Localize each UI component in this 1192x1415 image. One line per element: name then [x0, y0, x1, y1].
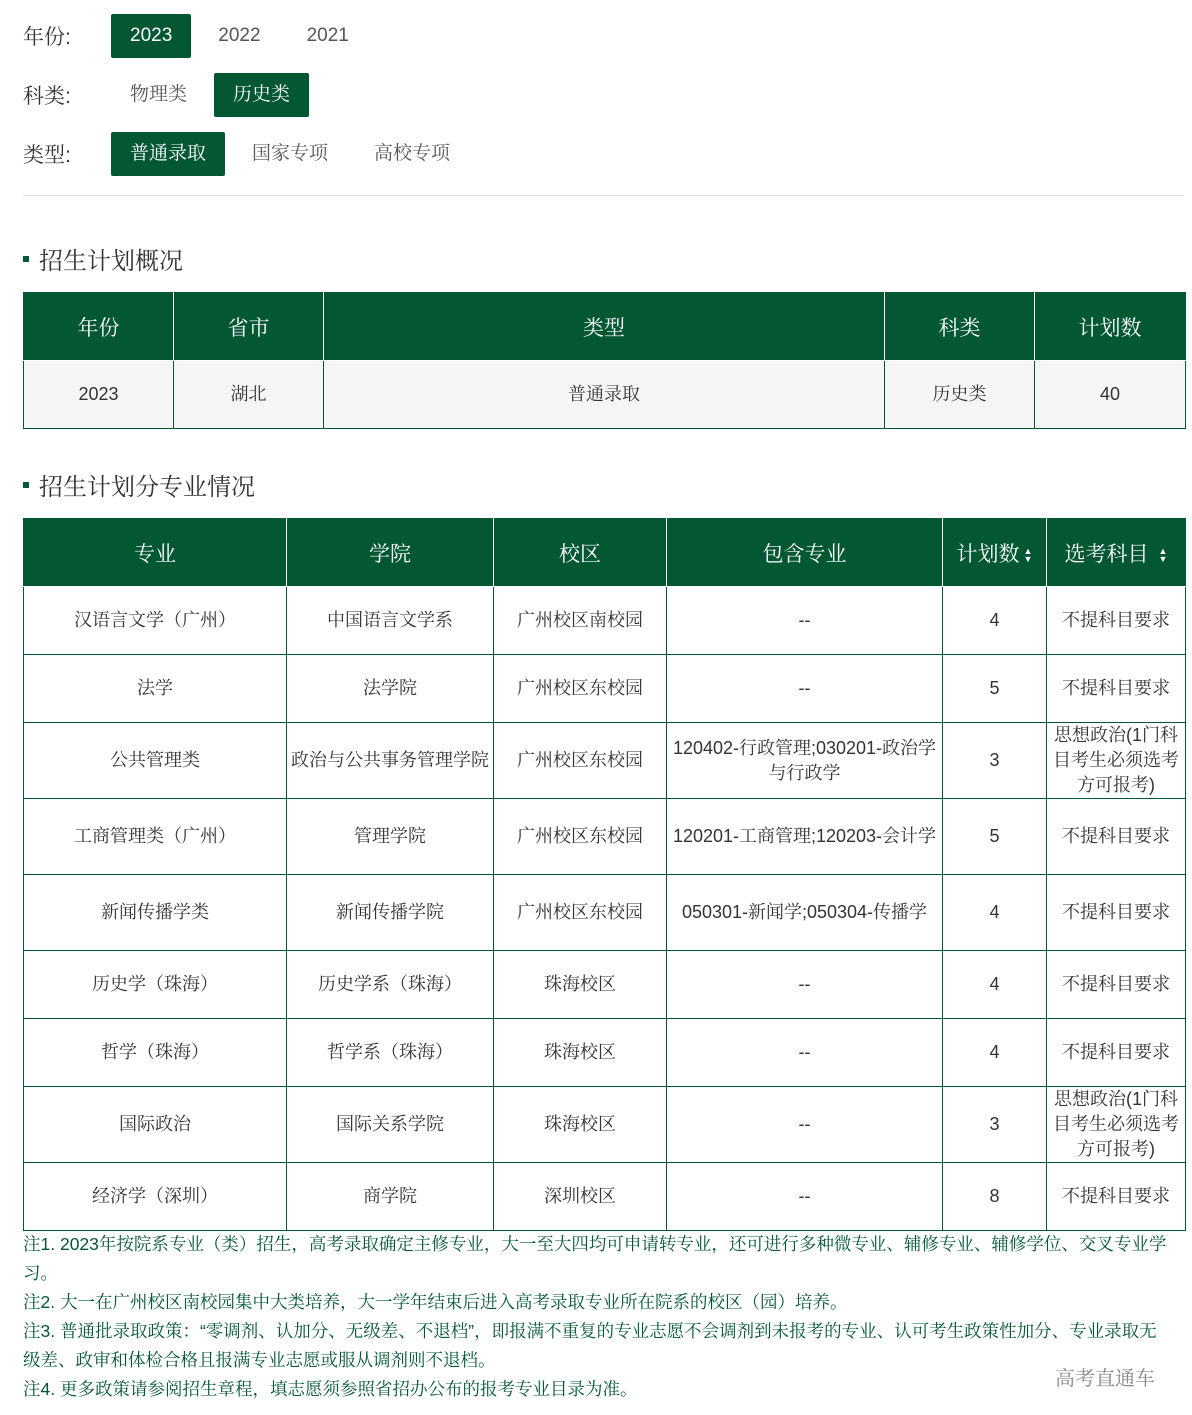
majors-cell-subjects: 不提科目要求 — [1047, 875, 1186, 951]
majors-cell-college: 新闻传播学院 — [287, 875, 494, 951]
majors-cell-college: 中国语言文学系 — [287, 587, 494, 655]
majors-cell-subjects: 思想政治(1门科目考生必须选考方可报考) — [1047, 1087, 1186, 1163]
watermark: 高考直通车 — [1055, 1368, 1155, 1390]
overview-header-year: 年份 — [24, 293, 174, 361]
overview-header-province: 省市 — [174, 293, 324, 361]
majors-cell-plan: 3 — [943, 723, 1047, 799]
subject-option-history[interactable]: 历史类 — [214, 73, 309, 117]
overview-title-text: 招生计划概况 — [39, 248, 183, 275]
majors-cell-included: -- — [667, 1163, 943, 1231]
overview-header-row — [24, 293, 1186, 361]
majors-cell-campus: 珠海校区 — [494, 951, 667, 1019]
table-row — [24, 587, 1186, 655]
majors-cell-subjects: 思想政治(1门科目考生必须选考方可报考) — [1047, 723, 1186, 799]
majors-cell-campus: 深圳校区 — [494, 1163, 667, 1231]
majors-section-title — [23, 467, 255, 502]
majors-cell-campus: 广州校区东校园 — [494, 723, 667, 799]
year-option-2021[interactable]: 2021 — [306, 25, 349, 46]
notes — [23, 1230, 1173, 1404]
table-row — [24, 799, 1186, 875]
overview-cell-province: 湖北 — [174, 361, 324, 429]
subject-filter — [23, 73, 317, 117]
table-row — [24, 361, 1186, 429]
majors-cell-subjects: 不提科目要求 — [1047, 951, 1186, 1019]
filter-divider — [23, 195, 1184, 196]
note-4: 注4. 更多政策请参阅招生章程，填志愿须参照省招办公布的报考专业目录为准。 — [23, 1379, 638, 1399]
majors-cell-major: 工商管理类（广州） — [24, 799, 287, 875]
year-option-2022[interactable]: 2022 — [218, 25, 261, 46]
table-row — [24, 723, 1186, 799]
majors-cell-subjects: 不提科目要求 — [1047, 587, 1186, 655]
majors-header-row — [24, 519, 1186, 587]
sort-icon[interactable]: ▲ ▼ — [1158, 545, 1168, 564]
majors-cell-college: 历史学系（珠海） — [287, 951, 494, 1019]
type-option-regular[interactable]: 普通录取 — [111, 132, 225, 176]
majors-cell-major: 法学 — [24, 655, 287, 723]
type-option-national[interactable]: 国家专项 — [252, 143, 329, 164]
type-filter — [23, 132, 477, 176]
majors-cell-included: 050301-新闻学;050304-传播学 — [667, 875, 943, 951]
table-row — [24, 951, 1186, 1019]
majors-header-plan-sort[interactable] — [943, 519, 1047, 587]
majors-cell-college: 法学院 — [287, 655, 494, 723]
sort-icon[interactable]: ▲ ▼ — [1023, 545, 1033, 564]
note-1: 注1. 2023年按院系专业（类）招生，高考录取确定主修专业，大一至大四均可申请转专业，还可进行多种微专业、辅修专业、辅修学位、交叉专业学习。 — [23, 1234, 1167, 1283]
overview-header-subject: 科类 — [885, 293, 1035, 361]
majors-header-subjects-sort[interactable] — [1047, 519, 1186, 587]
table-row — [24, 1163, 1186, 1231]
majors-header-included: 包含专业 — [667, 519, 943, 587]
majors-cell-included: 120402-行政管理;030201-政治学与行政学 — [667, 723, 943, 799]
majors-cell-campus: 广州校区东校园 — [494, 799, 667, 875]
subject-filter-label: 科类: — [23, 85, 71, 108]
year-filter-label: 年份: — [23, 26, 71, 49]
overview-cell-type: 普通录取 — [324, 361, 885, 429]
majors-cell-plan: 4 — [943, 1019, 1047, 1087]
majors-cell-plan: 4 — [943, 951, 1047, 1019]
majors-cell-plan: 8 — [943, 1163, 1047, 1231]
section-bullet-icon — [23, 482, 29, 488]
majors-cell-college: 国际关系学院 — [287, 1087, 494, 1163]
majors-cell-included: 120201-工商管理;120203-会计学 — [667, 799, 943, 875]
majors-cell-campus: 珠海校区 — [494, 1019, 667, 1087]
majors-cell-subjects: 不提科目要求 — [1047, 1019, 1186, 1087]
majors-cell-included: -- — [667, 1019, 943, 1087]
majors-cell-major: 公共管理类 — [24, 723, 287, 799]
majors-cell-plan: 5 — [943, 799, 1047, 875]
majors-header-campus: 校区 — [494, 519, 667, 587]
subject-option-physics[interactable]: 物理类 — [130, 84, 188, 105]
majors-cell-included: -- — [667, 1087, 943, 1163]
overview-cell-plan: 40 — [1035, 361, 1186, 429]
majors-header-subjects: 选考科目 — [1064, 542, 1149, 566]
majors-header-plan: 计划数 — [956, 542, 1020, 566]
majors-cell-college: 哲学系（珠海） — [287, 1019, 494, 1087]
type-option-university[interactable]: 高校专项 — [374, 143, 451, 164]
majors-cell-college: 商学院 — [287, 1163, 494, 1231]
majors-cell-subjects: 不提科目要求 — [1047, 655, 1186, 723]
year-option-2023[interactable]: 2023 — [111, 14, 191, 58]
majors-cell-plan: 4 — [943, 587, 1047, 655]
majors-cell-major: 国际政治 — [24, 1087, 287, 1163]
majors-cell-included: -- — [667, 587, 943, 655]
year-filter — [23, 14, 376, 58]
overview-section-title — [23, 241, 183, 276]
table-row — [24, 875, 1186, 951]
majors-cell-plan: 3 — [943, 1087, 1047, 1163]
type-filter-label: 类型: — [23, 144, 71, 167]
majors-cell-major: 汉语言文学（广州） — [24, 587, 287, 655]
majors-header-college: 学院 — [287, 519, 494, 587]
majors-cell-major: 经济学（深圳） — [24, 1163, 287, 1231]
majors-cell-campus: 广州校区南校园 — [494, 587, 667, 655]
table-row — [24, 655, 1186, 723]
overview-cell-year: 2023 — [24, 361, 174, 429]
majors-table — [23, 518, 1186, 1231]
majors-cell-included: -- — [667, 655, 943, 723]
majors-cell-major: 哲学（珠海） — [24, 1019, 287, 1087]
overview-cell-subject: 历史类 — [885, 361, 1035, 429]
table-row — [24, 1087, 1186, 1163]
note-2: 注2. 大一在广州校区南校园集中大类培养，大一学年结束后进入高考录取专业所在院系的校区（园）培养。 — [23, 1292, 848, 1312]
majors-cell-plan: 4 — [943, 875, 1047, 951]
majors-cell-major: 新闻传播学类 — [24, 875, 287, 951]
majors-cell-major: 历史学（珠海） — [24, 951, 287, 1019]
majors-cell-subjects: 不提科目要求 — [1047, 799, 1186, 875]
majors-cell-included: -- — [667, 951, 943, 1019]
majors-cell-campus: 广州校区东校园 — [494, 655, 667, 723]
majors-cell-plan: 5 — [943, 655, 1047, 723]
section-bullet-icon — [23, 256, 29, 262]
majors-title-text: 招生计划分专业情况 — [39, 474, 255, 501]
overview-header-type: 类型 — [324, 293, 885, 361]
majors-cell-campus: 珠海校区 — [494, 1087, 667, 1163]
majors-cell-campus: 广州校区东校园 — [494, 875, 667, 951]
majors-cell-college: 管理学院 — [287, 799, 494, 875]
note-3: 注3. 普通批录取政策：“零调剂、认加分、无级差、不退档”，即报满不重复的专业志愿不会调剂到未报考的专业、认可考生政策性加分、专业录取无级差、政审和体检合格且报满专业志愿或服从调剂则不退档。 — [23, 1321, 1157, 1370]
overview-table — [23, 292, 1186, 429]
overview-header-plan: 计划数 — [1035, 293, 1186, 361]
table-row — [24, 1019, 1186, 1087]
majors-header-major: 专业 — [24, 519, 287, 587]
majors-cell-college: 政治与公共事务管理学院 — [287, 723, 494, 799]
majors-cell-subjects: 不提科目要求 — [1047, 1163, 1186, 1231]
